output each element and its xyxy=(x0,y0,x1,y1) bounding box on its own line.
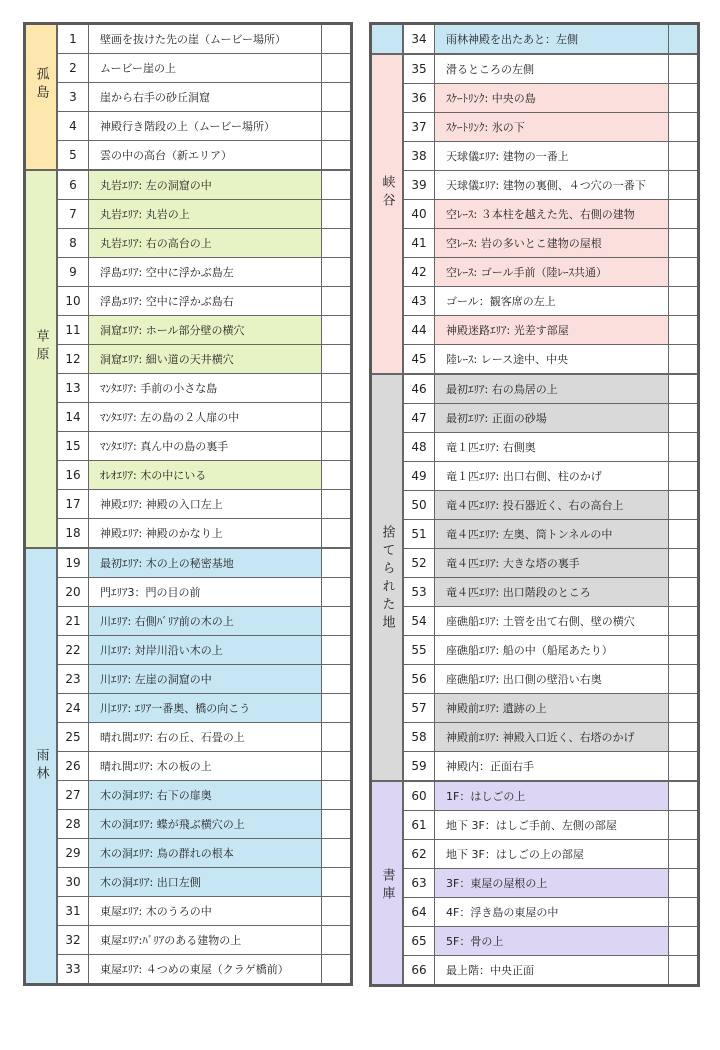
checklist-row xyxy=(58,287,350,316)
checklist-row xyxy=(58,490,350,519)
check-box-cell[interactable] xyxy=(669,752,697,780)
location-description: 竜１匹ｴﾘｱ: 右側奥 xyxy=(435,433,669,461)
check-box-cell[interactable] xyxy=(669,375,697,403)
check-box-cell[interactable] xyxy=(669,927,697,955)
region-cell xyxy=(372,375,404,780)
checklist-row xyxy=(404,723,697,752)
check-box-cell[interactable] xyxy=(322,926,350,954)
checklist-row xyxy=(58,112,350,141)
location-description: 川ｴﾘｱ: 左崖の洞窟の中 xyxy=(89,665,322,693)
location-description: 天球儀ｴﾘｱ: 建物の裏側、４つ穴の一番下 xyxy=(435,171,669,199)
region-group xyxy=(372,782,697,984)
check-box-cell[interactable] xyxy=(322,258,350,286)
location-description: 雨林神殿を出たあと：左側 xyxy=(435,25,669,53)
check-box-cell[interactable] xyxy=(322,432,350,460)
item-number: 63 xyxy=(404,869,435,897)
location-description: 滑るところの左側 xyxy=(435,55,669,83)
location-description: 丸岩ｴﾘｱ: 右の高台の上 xyxy=(89,229,322,257)
item-number: 66 xyxy=(404,956,435,984)
item-number: 4 xyxy=(58,112,89,140)
item-number: 1 xyxy=(58,25,89,53)
region-cell xyxy=(26,549,58,983)
item-number: 42 xyxy=(404,258,435,286)
location-description: 神殿内：正面右手 xyxy=(435,752,669,780)
item-number: 13 xyxy=(58,374,89,402)
check-box-cell[interactable] xyxy=(322,955,350,983)
checklist-row xyxy=(58,229,350,258)
check-box-cell[interactable] xyxy=(322,636,350,664)
location-description: ﾏﾝﾀｴﾘｱ: 真ん中の島の裏手 xyxy=(89,432,322,460)
check-box-cell[interactable] xyxy=(322,316,350,344)
location-description: ゴール：観客席の左上 xyxy=(435,287,669,315)
check-box-cell[interactable] xyxy=(322,83,350,111)
check-box-cell[interactable] xyxy=(322,810,350,838)
item-number: 59 xyxy=(404,752,435,780)
checklist-row xyxy=(404,404,697,433)
item-number: 34 xyxy=(404,25,435,53)
location-description: 空ﾚｰｽ: ゴール手前（陸ﾚｰｽ共通） xyxy=(435,258,669,286)
region-group xyxy=(372,25,697,55)
checklist-row xyxy=(58,258,350,287)
checklist-row xyxy=(404,782,697,811)
check-box-cell[interactable] xyxy=(669,462,697,490)
region-cell xyxy=(372,25,404,53)
item-number: 3 xyxy=(58,83,89,111)
checklist-row xyxy=(404,694,697,723)
location-description: 壁画を抜けた先の崖（ムービー場所） xyxy=(89,25,322,53)
check-box-cell[interactable] xyxy=(322,141,350,169)
location-description: 神殿ｴﾘｱ: 神殿の入口左上 xyxy=(89,490,322,518)
location-description: ムービー崖の上 xyxy=(89,54,322,82)
location-description: 座礁船ｴﾘｱ: 船の中（船尾あたり） xyxy=(435,636,669,664)
check-box-cell[interactable] xyxy=(669,55,697,83)
checklist-row xyxy=(58,839,350,868)
region-group xyxy=(26,549,350,983)
check-box-cell[interactable] xyxy=(669,84,697,112)
item-number: 60 xyxy=(404,782,435,810)
location-description: 洞窟ｴﾘｱ: ホール部分壁の横穴 xyxy=(89,316,322,344)
item-number: 26 xyxy=(58,752,89,780)
check-box-cell[interactable] xyxy=(322,25,350,53)
checklist-row xyxy=(404,258,697,287)
item-number: 10 xyxy=(58,287,89,315)
check-box-cell[interactable] xyxy=(322,781,350,809)
location-description: 門ｴﾘｱ3：門の目の前 xyxy=(89,578,322,606)
checklist-row xyxy=(58,25,350,54)
check-box-cell[interactable] xyxy=(669,869,697,897)
location-description: 木の洞ｴﾘｱ: 鳥の群れの根本 xyxy=(89,839,322,867)
check-box-cell[interactable] xyxy=(322,287,350,315)
region-group xyxy=(26,25,350,171)
item-number: 55 xyxy=(404,636,435,664)
check-box-cell[interactable] xyxy=(669,723,697,751)
checklist-row xyxy=(58,83,350,112)
location-description: 3F：東屋の屋根の上 xyxy=(435,869,669,897)
location-description: 座礁船ｴﾘｱ: 土管を出て右側、壁の横穴 xyxy=(435,607,669,635)
checklist-row xyxy=(58,345,350,374)
location-description: 地下 3F：はしご手前、左側の部屋 xyxy=(435,811,669,839)
checklist-row xyxy=(404,578,697,607)
check-box-cell[interactable] xyxy=(669,811,697,839)
location-description: 神殿ｴﾘｱ: 神殿のかなり上 xyxy=(89,519,322,547)
checklist-row xyxy=(58,897,350,926)
item-number: 64 xyxy=(404,898,435,926)
check-box-cell[interactable] xyxy=(669,287,697,315)
checklist-row xyxy=(58,519,350,547)
item-number: 38 xyxy=(404,142,435,170)
item-number: 2 xyxy=(58,54,89,82)
location-description: 崖から右手の砂丘洞窟 xyxy=(89,83,322,111)
location-description: 空ﾚｰｽ: ３本柱を越えた先、右側の建物 xyxy=(435,200,669,228)
location-description: 最初ｴﾘｱ: 右の鳥居の上 xyxy=(435,375,669,403)
check-box-cell[interactable] xyxy=(669,113,697,141)
location-description: ﾏﾝﾀｴﾘｱ: 手前の小さな島 xyxy=(89,374,322,402)
item-number: 15 xyxy=(58,432,89,460)
location-description: 浮島ｴﾘｱ: 空中に浮かぶ島右 xyxy=(89,287,322,315)
checklist-row xyxy=(404,869,697,898)
checklist-row xyxy=(58,665,350,694)
item-number: 58 xyxy=(404,723,435,751)
check-box-cell[interactable] xyxy=(322,54,350,82)
check-box-cell[interactable] xyxy=(669,694,697,722)
location-description: 晴れ間ｴﾘｱ: 右の丘、石畳の上 xyxy=(89,723,322,751)
item-number: 22 xyxy=(58,636,89,664)
check-box-cell[interactable] xyxy=(322,229,350,257)
region-cell xyxy=(372,55,404,373)
check-box-cell[interactable] xyxy=(669,200,697,228)
location-description: 竜４匹ｴﾘｱ: 左奥、筒トンネルの中 xyxy=(435,520,669,548)
location-description: 1F：はしごの上 xyxy=(435,782,669,810)
item-number: 52 xyxy=(404,549,435,577)
item-number: 45 xyxy=(404,345,435,373)
checklist-row xyxy=(404,287,697,316)
location-description: 東屋ｴﾘｱ: ４つめの東屋（クラゲ橋前） xyxy=(89,955,322,983)
check-box-cell[interactable] xyxy=(669,782,697,810)
location-description: 丸岩ｴﾘｱ: 左の洞窟の中 xyxy=(89,171,322,199)
item-number: 19 xyxy=(58,549,89,577)
check-box-cell[interactable] xyxy=(322,694,350,722)
check-box-cell[interactable] xyxy=(322,897,350,925)
region-label: 草原 xyxy=(33,329,49,365)
checklist-row xyxy=(58,461,350,490)
checklist-row xyxy=(58,54,350,83)
check-box-cell[interactable] xyxy=(322,345,350,373)
region-label: 孤島 xyxy=(33,67,49,103)
checklist-row xyxy=(404,898,697,927)
region-group xyxy=(372,55,697,375)
item-number: 36 xyxy=(404,84,435,112)
item-number: 62 xyxy=(404,840,435,868)
check-box-cell[interactable] xyxy=(669,258,697,286)
item-number: 29 xyxy=(58,839,89,867)
location-description: 木の洞ｴﾘｱ: 右下の扉奥 xyxy=(89,781,322,809)
location-description: 洞窟ｴﾘｱ: 細い道の天井横穴 xyxy=(89,345,322,373)
item-number: 7 xyxy=(58,200,89,228)
check-box-cell[interactable] xyxy=(669,898,697,926)
check-box-cell[interactable] xyxy=(322,403,350,431)
checklist-row xyxy=(404,113,697,142)
location-description: 天球儀ｴﾘｱ: 建物の一番上 xyxy=(435,142,669,170)
item-number: 12 xyxy=(58,345,89,373)
check-box-cell[interactable] xyxy=(322,374,350,402)
item-number: 44 xyxy=(404,316,435,344)
item-number: 56 xyxy=(404,665,435,693)
check-box-cell[interactable] xyxy=(322,752,350,780)
location-description: 雲の中の高台（新エリア） xyxy=(89,141,322,169)
checklist-row xyxy=(58,607,350,636)
location-description: 空ﾚｰｽ: 岩の多いとこ建物の屋根 xyxy=(435,229,669,257)
check-box-cell[interactable] xyxy=(669,345,697,373)
check-box-cell[interactable] xyxy=(669,956,697,984)
item-number: 17 xyxy=(58,490,89,518)
check-box-cell[interactable] xyxy=(322,490,350,518)
checklist-row xyxy=(58,752,350,781)
location-description: 晴れ間ｴﾘｱ: 木の板の上 xyxy=(89,752,322,780)
check-box-cell[interactable] xyxy=(322,607,350,635)
checklist-row xyxy=(404,345,697,373)
location-description: ｽｹｰﾄﾘﾝｸ: 中央の島 xyxy=(435,84,669,112)
checklist-row xyxy=(58,955,350,983)
item-number: 48 xyxy=(404,433,435,461)
checklist-row xyxy=(404,200,697,229)
check-box-cell[interactable] xyxy=(669,229,697,257)
item-number: 31 xyxy=(58,897,89,925)
check-box-cell[interactable] xyxy=(669,549,697,577)
checklist-row xyxy=(404,927,697,956)
item-number: 20 xyxy=(58,578,89,606)
location-description: ｵﾚｵｴﾘｱ: 木の中にいる xyxy=(89,461,322,489)
checklist-row xyxy=(404,520,697,549)
checklist-row xyxy=(404,142,697,171)
checklist-row xyxy=(58,141,350,169)
checklist-row xyxy=(58,723,350,752)
location-description: 竜４匹ｴﾘｱ: 投石器近く、右の高台上 xyxy=(435,491,669,519)
location-description: 竜１匹ｴﾘｱ: 出口右側、柱のかげ xyxy=(435,462,669,490)
item-number: 49 xyxy=(404,462,435,490)
location-description: 東屋ｴﾘｱ: 木のうろの中 xyxy=(89,897,322,925)
check-box-cell[interactable] xyxy=(669,636,697,664)
check-box-cell[interactable] xyxy=(322,665,350,693)
item-number: 50 xyxy=(404,491,435,519)
check-box-cell[interactable] xyxy=(669,840,697,868)
item-number: 18 xyxy=(58,519,89,547)
location-description: 竜４匹ｴﾘｱ: 大きな塔の裏手 xyxy=(435,549,669,577)
checklist-row xyxy=(58,316,350,345)
check-box-cell[interactable] xyxy=(669,491,697,519)
checklist-row xyxy=(58,578,350,607)
checklist-row xyxy=(58,694,350,723)
check-box-cell[interactable] xyxy=(322,839,350,867)
location-description: 神殿迷路ｴﾘｱ: 光差す部屋 xyxy=(435,316,669,344)
checklist-row xyxy=(58,926,350,955)
item-number: 27 xyxy=(58,781,89,809)
checklist-row xyxy=(404,316,697,345)
check-box-cell[interactable] xyxy=(669,171,697,199)
location-description: 神殿行き階段の上（ムービー場所） xyxy=(89,112,322,140)
checklist-row xyxy=(404,229,697,258)
item-number: 16 xyxy=(58,461,89,489)
left-checklist-table xyxy=(23,22,353,986)
region-cell xyxy=(372,782,404,984)
region-label: 書庫 xyxy=(379,868,395,904)
item-number: 39 xyxy=(404,171,435,199)
item-number: 32 xyxy=(58,926,89,954)
location-description: 川ｴﾘｱ: ｴﾘｱ一番奥、橋の向こう xyxy=(89,694,322,722)
location-description: 川ｴﾘｱ: 対岸川沿い木の上 xyxy=(89,636,322,664)
location-description: 4F：浮き島の東屋の中 xyxy=(435,898,669,926)
checklist-row xyxy=(58,636,350,665)
item-number: 11 xyxy=(58,316,89,344)
check-box-cell[interactable] xyxy=(669,25,697,53)
item-number: 8 xyxy=(58,229,89,257)
region-group xyxy=(26,171,350,549)
checklist-row xyxy=(404,840,697,869)
item-number: 46 xyxy=(404,375,435,403)
location-description: ｽｹｰﾄﾘﾝｸ: 氷の下 xyxy=(435,113,669,141)
location-description: 丸岩ｴﾘｱ: 丸岩の上 xyxy=(89,200,322,228)
checklist-row xyxy=(404,752,697,780)
region-group xyxy=(372,375,697,782)
region-label: 峡谷 xyxy=(379,175,395,211)
location-description: 最初ｴﾘｱ: 木の上の秘密基地 xyxy=(89,549,322,577)
check-box-cell[interactable] xyxy=(669,433,697,461)
location-description: 東屋ｴﾘｱ:ﾊﾞﾘｱのある建物の上 xyxy=(89,926,322,954)
item-number: 57 xyxy=(404,694,435,722)
item-number: 25 xyxy=(58,723,89,751)
item-number: 33 xyxy=(58,955,89,983)
checklist-row xyxy=(404,956,697,984)
item-number: 61 xyxy=(404,811,435,839)
check-box-cell[interactable] xyxy=(322,868,350,896)
item-number: 21 xyxy=(58,607,89,635)
checklist-row xyxy=(404,549,697,578)
location-description: 陸ﾚｰｽ: レース途中、中央 xyxy=(435,345,669,373)
location-description: 座礁船ｴﾘｱ: 出口側の壁沿い右奥 xyxy=(435,665,669,693)
check-box-cell[interactable] xyxy=(669,578,697,606)
checklist-row xyxy=(58,403,350,432)
item-number: 37 xyxy=(404,113,435,141)
item-number: 53 xyxy=(404,578,435,606)
check-box-cell[interactable] xyxy=(669,520,697,548)
location-description: 竜４匹ｴﾘｱ: 出口階段のところ xyxy=(435,578,669,606)
location-description: 最上階：中央正面 xyxy=(435,956,669,984)
location-description: ﾏﾝﾀｴﾘｱ: 左の島の２人扉の中 xyxy=(89,403,322,431)
checklist-row xyxy=(404,665,697,694)
item-number: 40 xyxy=(404,200,435,228)
right-checklist-table xyxy=(369,22,700,987)
item-number: 65 xyxy=(404,927,435,955)
checklist-row xyxy=(58,374,350,403)
checklist-row xyxy=(58,868,350,897)
checklist-row xyxy=(404,636,697,665)
check-box-cell[interactable] xyxy=(322,578,350,606)
location-description: 最初ｴﾘｱ: 正面の砂場 xyxy=(435,404,669,432)
checklist-row xyxy=(404,811,697,840)
item-number: 41 xyxy=(404,229,435,257)
location-description: 川ｴﾘｱ: 右側ﾊﾞﾘｱ前の木の上 xyxy=(89,607,322,635)
item-number: 24 xyxy=(58,694,89,722)
checklist-row xyxy=(404,25,697,53)
checklist-row xyxy=(58,171,350,200)
item-number: 30 xyxy=(58,868,89,896)
item-number: 51 xyxy=(404,520,435,548)
check-box-cell[interactable] xyxy=(322,723,350,751)
check-box-cell[interactable] xyxy=(322,549,350,577)
checklist-row xyxy=(404,607,697,636)
item-number: 6 xyxy=(58,171,89,199)
item-number: 5 xyxy=(58,141,89,169)
region-label: 雨林 xyxy=(33,748,49,784)
checklist-row xyxy=(404,84,697,113)
check-box-cell[interactable] xyxy=(669,607,697,635)
check-box-cell[interactable] xyxy=(669,316,697,344)
checklist-row xyxy=(404,375,697,404)
location-description: 神殿前ｴﾘｱ: 神殿入口近く、右塔のかげ xyxy=(435,723,669,751)
region-label: 捨てられた地 xyxy=(379,525,395,633)
checklist-row xyxy=(58,200,350,229)
check-box-cell[interactable] xyxy=(322,171,350,199)
checklist-row xyxy=(58,781,350,810)
check-box-cell[interactable] xyxy=(322,200,350,228)
checklist-row xyxy=(404,55,697,84)
location-description: 木の洞ｴﾘｱ: 出口左側 xyxy=(89,868,322,896)
check-box-cell[interactable] xyxy=(669,404,697,432)
item-number: 43 xyxy=(404,287,435,315)
item-number: 47 xyxy=(404,404,435,432)
check-box-cell[interactable] xyxy=(322,519,350,547)
checklist-row xyxy=(404,491,697,520)
item-number: 54 xyxy=(404,607,435,635)
checklist-row xyxy=(404,462,697,491)
checklist-row xyxy=(404,171,697,200)
region-cell xyxy=(26,171,58,547)
item-number: 35 xyxy=(404,55,435,83)
item-number: 9 xyxy=(58,258,89,286)
location-description: 5F：骨の上 xyxy=(435,927,669,955)
location-description: 浮島ｴﾘｱ: 空中に浮かぶ島左 xyxy=(89,258,322,286)
checklist-row xyxy=(58,432,350,461)
checklist-row xyxy=(58,549,350,578)
region-cell xyxy=(26,25,58,169)
location-description: 神殿前ｴﾘｱ: 遺跡の上 xyxy=(435,694,669,722)
item-number: 14 xyxy=(58,403,89,431)
check-box-cell[interactable] xyxy=(322,112,350,140)
check-box-cell[interactable] xyxy=(669,142,697,170)
checklist-row xyxy=(58,810,350,839)
check-box-cell[interactable] xyxy=(669,665,697,693)
item-number: 23 xyxy=(58,665,89,693)
location-description: 地下 3F：はしごの上の部屋 xyxy=(435,840,669,868)
location-description: 木の洞ｴﾘｱ: 蝶が飛ぶ横穴の上 xyxy=(89,810,322,838)
item-number: 28 xyxy=(58,810,89,838)
check-box-cell[interactable] xyxy=(322,461,350,489)
checklist-row xyxy=(404,433,697,462)
